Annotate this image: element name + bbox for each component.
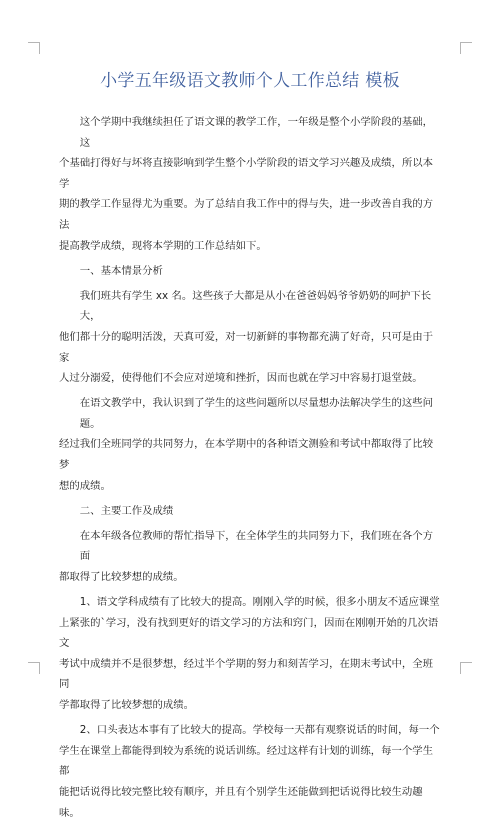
text-line: 想的成绩。	[59, 479, 111, 492]
paragraph-achievement-1	[59, 592, 441, 716]
crop-mark-top-left	[39, 42, 40, 54]
crop-mark-bottom-right	[460, 662, 461, 674]
text-line: 上紧张的`学习，没有找到更好的语文学习的方法和窍门，因而在刚刚开始的几次语文	[59, 616, 439, 650]
crop-mark-top-left	[28, 42, 40, 43]
text-line: 都取得了比较梦想的成绩。	[59, 570, 184, 583]
text-line: 个基础打得好与坏将直接影响到学生整个小学阶段的语文学习兴趣及成绩，所以本学	[59, 157, 434, 190]
paragraph-class-overview	[59, 286, 441, 389]
text-line: 我们班共有学生 xx 名。这些孩子大都是从小在爸爸妈妈爷爷奶奶的呵护下长大，	[79, 289, 432, 323]
text-line: 人过分溺爱，使得他们不会应对逆境和挫折，因而也就在学习中容易打退堂鼓。	[59, 372, 423, 385]
paragraph-teaching-issues	[59, 393, 441, 496]
crop-mark-top-right	[460, 42, 472, 43]
text-line: 学都取得了比较梦想的成绩。	[59, 699, 195, 712]
document-body	[59, 112, 441, 823]
text-line: 经过我们全班同学的共同努力，在本学期中的各种语文测验和考试中都取得了比较梦	[59, 438, 434, 471]
text-line: 2、口头表达本事有了比较大的提高。学校每一天都有观察说话的时间，每一个	[79, 724, 440, 737]
paragraph-guidance	[59, 526, 441, 588]
text-line: 提高教学成绩，现将本学期的工作总结如下。	[59, 239, 267, 252]
document-title: 小学五年级语文教师个人工作总结 模板	[100, 71, 400, 91]
text-line: 学生在课堂上都能得到较为系统的说话训练。经过这样有计划的训练，每一个学生都	[59, 744, 434, 778]
crop-mark-bottom-right	[460, 662, 472, 663]
crop-mark-top-right	[460, 42, 461, 54]
text-line: 在本年级各位教师的帮忙指导下，在全体学生的共同努力下，我们班在各个方面	[79, 529, 434, 563]
text-line: 他们都十分的聪明活泼，天真可爱，对一切新鲜的事物都充满了好奇，只可是由于家	[59, 330, 434, 364]
crop-mark-bottom-left	[28, 662, 40, 663]
text-line: 在语文教学中，我认识到了学生的这些问题所以尽量想办法解决学生的这些问题。	[79, 397, 434, 430]
text-line: 这个学期中我继续担任了语文课的教学工作，一年级是整个小学阶段的基础，这	[79, 116, 434, 149]
paragraph-intro	[59, 112, 441, 256]
paragraph-achievement-2	[59, 720, 441, 823]
text-line: 期的教学工作显得尤为重要。为了总结自我工作中的得与失，进一步改善自我的方法	[59, 198, 434, 231]
section-heading-1	[59, 261, 441, 282]
text-line: 二、主要工作及成绩	[79, 504, 174, 517]
section-heading-2	[59, 501, 441, 522]
crop-mark-bottom-left	[39, 662, 40, 674]
text-line: 能把话说得比较完整比较有顺序，并且有个别学生还能做到把话说得比较生动趣味。	[59, 785, 423, 819]
text-line: 考试中成绩并不是很梦想，经过半个学期的努力和刻苦学习，在期末考试中，全班同	[59, 657, 434, 691]
text-line: 一、基本情景分析	[79, 264, 163, 277]
text-line: 1、语文学科成绩有了比较大的提高。刚刚入学的时候，很多小朋友不适应课堂	[79, 596, 440, 609]
